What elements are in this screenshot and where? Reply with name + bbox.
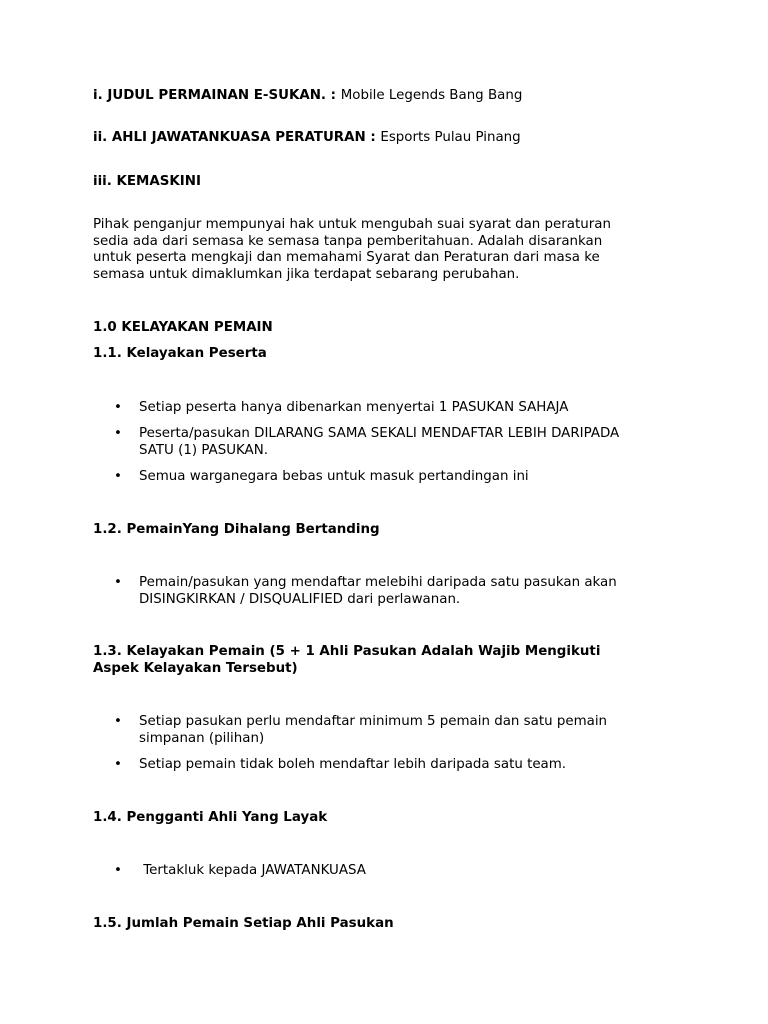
- intro-paragraph: [93, 217, 663, 283]
- list-item-text: Setiap pasukan perlu mendaftar minimum 5 pemain dan satu pemain: [139, 714, 608, 729]
- committee-value: Esports Pulau Pinang: [380, 130, 521, 145]
- section-1-5-heading: 1.5. Jumlah Pemain Setiap Ahli Pasukan: [93, 916, 394, 931]
- list-item-text: Tertakluk kepada JAWATANKUASA: [139, 863, 366, 878]
- intro-line: Pihak penganjur mempunyai hak untuk mengubah suai syarat dan peraturan: [93, 217, 611, 232]
- bullet-icon: •: [114, 426, 122, 441]
- committee-line: [93, 130, 521, 147]
- section-1-3-heading: [93, 644, 663, 677]
- intro-line: untuk peserta mengkaji dan memahami Syarat dan Peraturan dari masa ke: [93, 250, 600, 266]
- section-1-1-heading: 1.1. Kelayakan Peserta: [93, 346, 267, 361]
- list-item-text: Setiap pemain tidak boleh mendaftar lebih daripada satu team.: [139, 757, 567, 772]
- section-1-2-heading: 1.2. PemainYang Dihalang Bertanding: [93, 522, 380, 537]
- list-item-text: simpanan (pilihan): [139, 730, 265, 746]
- list-item-text: Setiap peserta hanya dibenarkan menyertai 1 PASUKAN SAHAJA: [139, 400, 569, 415]
- list-item-text: Semua warganegara bebas untuk masuk pertandingan ini: [139, 469, 529, 484]
- list-item-text: Pemain/pasukan yang mendaftar melebihi daripada satu pasukan akan: [139, 575, 617, 590]
- bullet-icon: •: [114, 575, 122, 590]
- section-1-3-heading-line: 1.3. Kelayakan Pemain (5 + 1 Ahli Pasukan Adalah Wajib Mengikuti: [93, 644, 601, 659]
- game-title-line: [93, 88, 522, 105]
- update-heading: iii. KEMASKINI: [93, 174, 201, 189]
- section-1-4-heading: 1.4. Pengganti Ahli Yang Layak: [93, 810, 328, 825]
- intro-line: sedia ada dari semasa ke semasa tanpa pemberitahuan. Adalah disarankan: [93, 233, 603, 249]
- list-item-text: DISINGKIRKAN / DISQUALIFIED dari perlawanan.: [139, 591, 461, 607]
- bullet-icon: •: [114, 469, 122, 484]
- bullet-icon: •: [114, 714, 122, 729]
- game-title-label: i. JUDUL PERMAINAN E-SUKAN. :: [93, 88, 341, 103]
- committee-label: ii. AHLI JAWATANKUASA PERATURAN :: [93, 130, 381, 145]
- bullet-icon: •: [114, 863, 122, 878]
- list-item-text: Peserta/pasukan DILARANG SAMA SEKALI MENDAFTAR LEBIH DARIPADA: [139, 426, 620, 441]
- game-title-value: Mobile Legends Bang Bang: [340, 88, 523, 103]
- section-1-3-heading-line: Aspek Kelayakan Tersebut): [93, 660, 298, 676]
- list-item-text: SATU (1) PASUKAN.: [139, 442, 268, 458]
- bullet-icon: •: [114, 757, 122, 772]
- intro-line: semasa untuk dimaklumkan jika terdapat sebarang perubahan.: [93, 266, 520, 282]
- section-1-heading: 1.0 KELAYAKAN PEMAIN: [93, 320, 273, 335]
- bullet-icon: •: [114, 400, 122, 415]
